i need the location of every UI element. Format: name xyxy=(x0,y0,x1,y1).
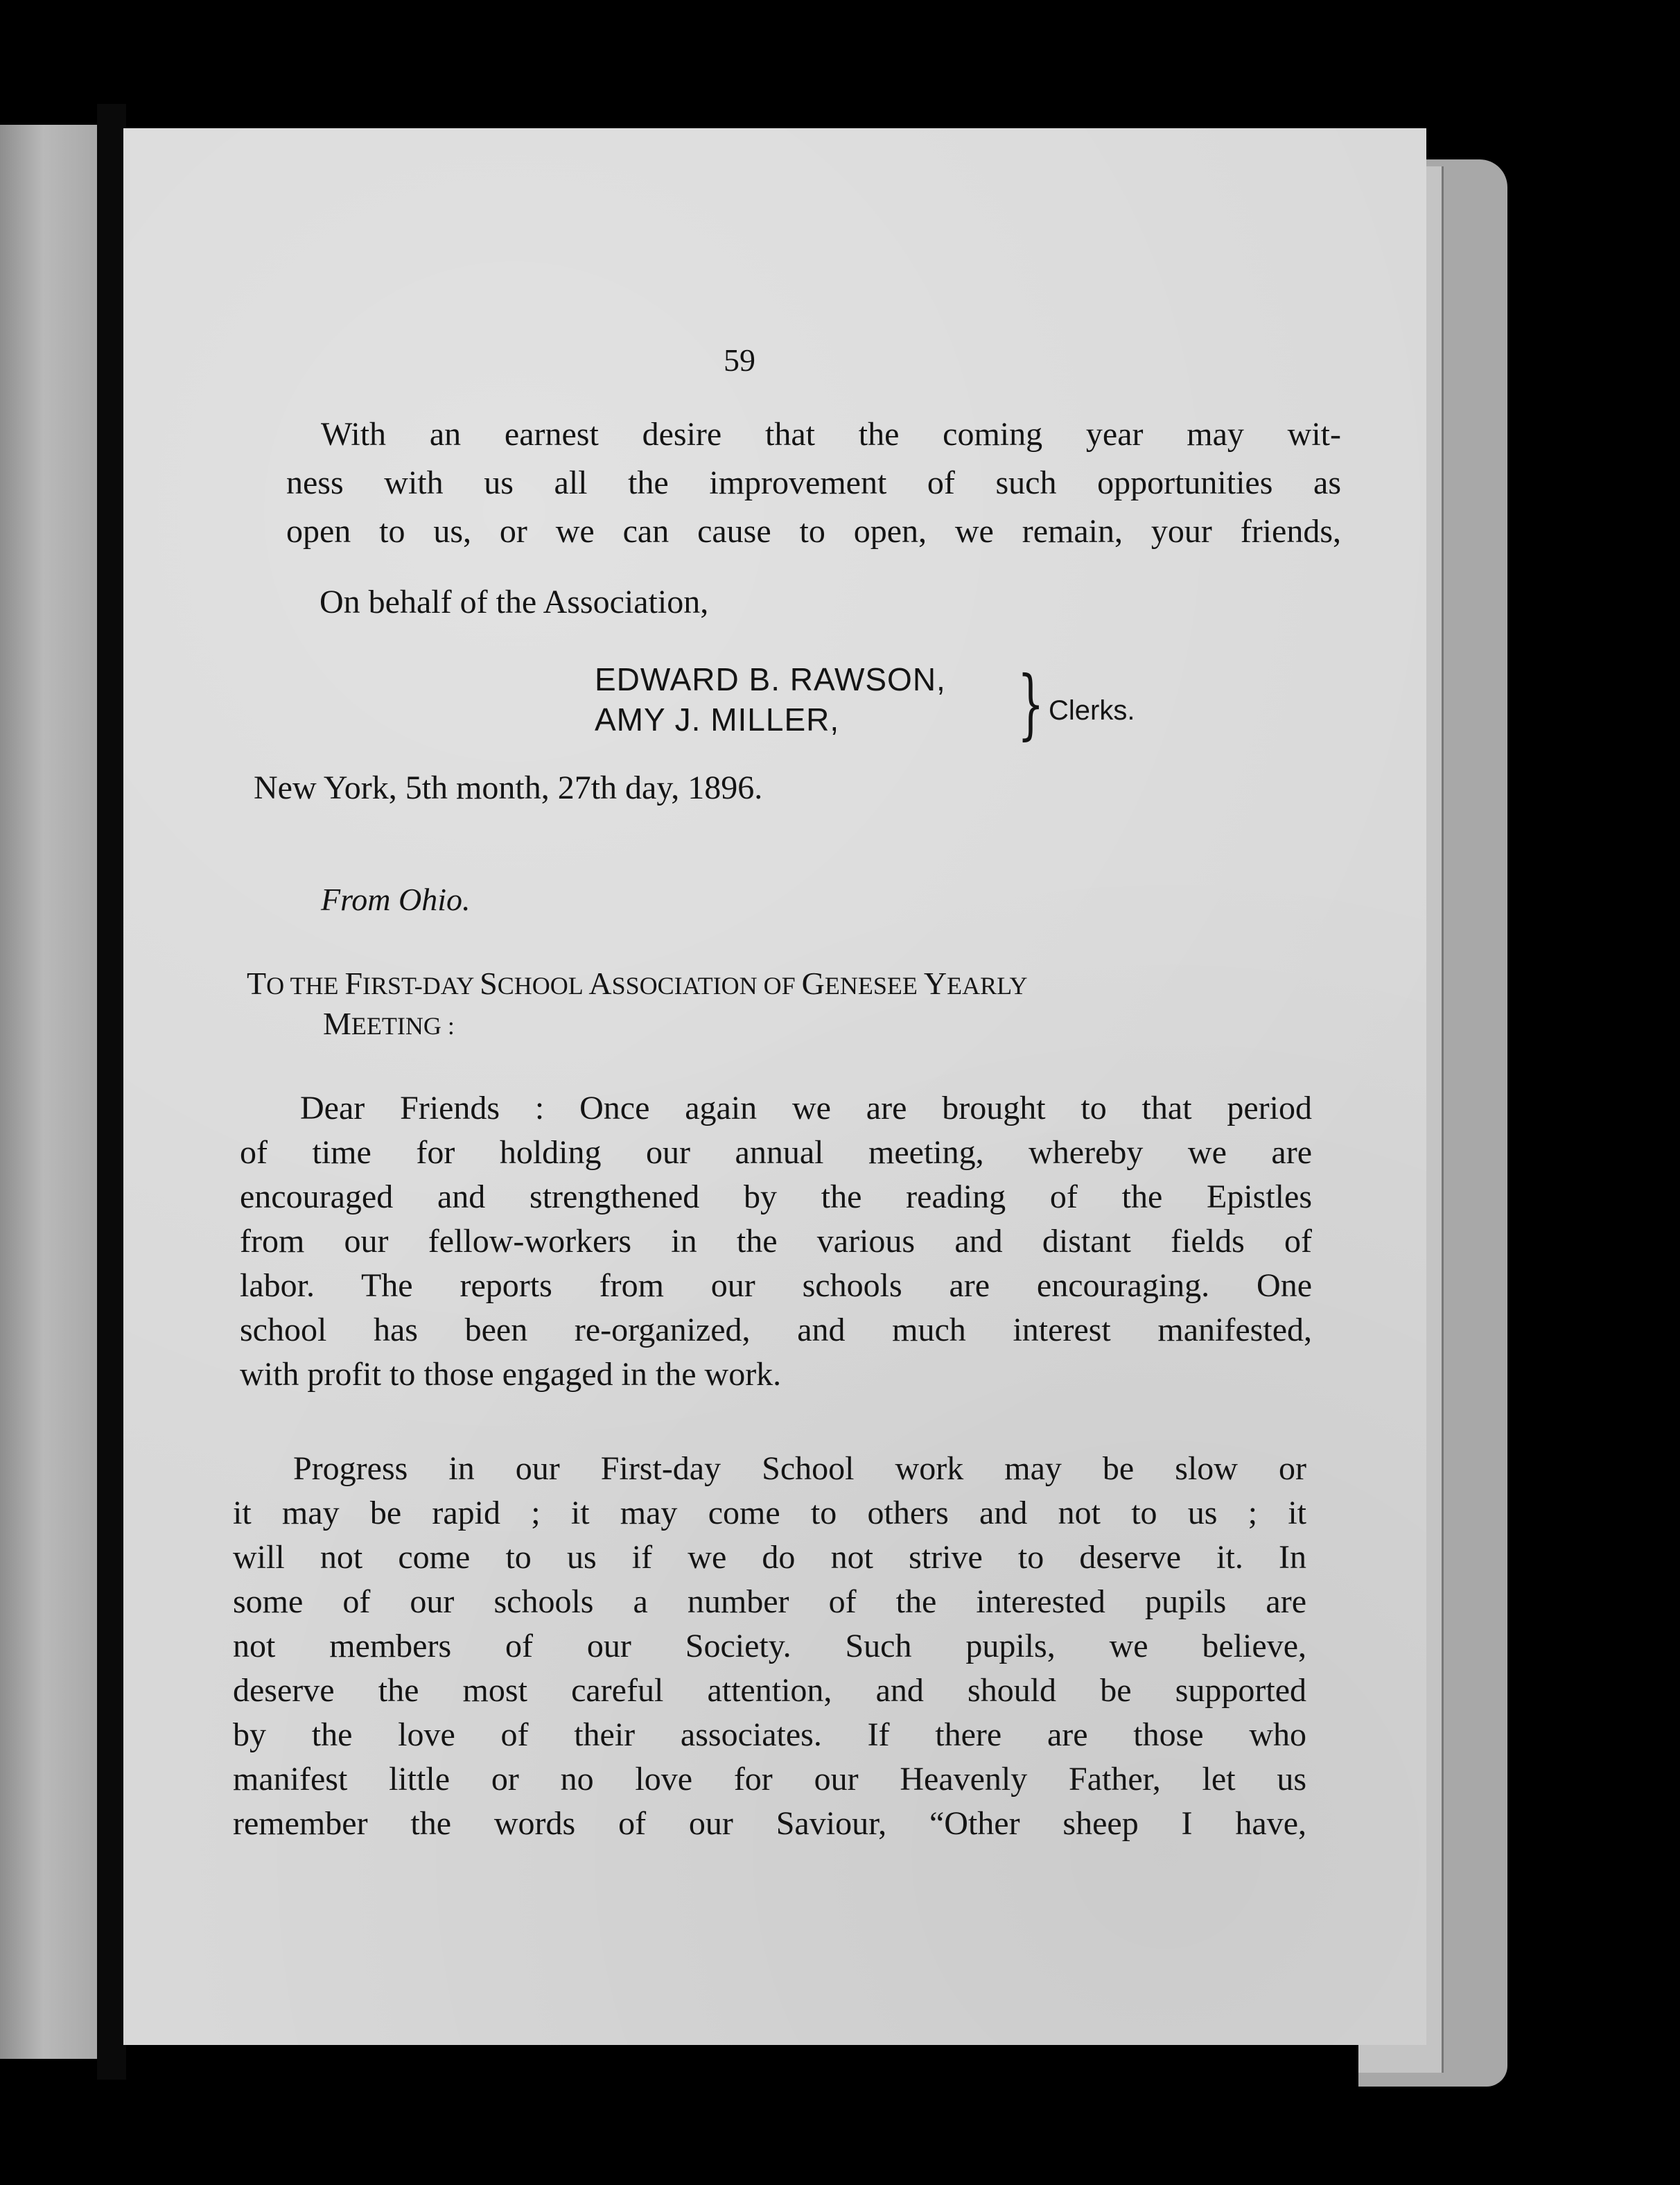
text-line: With an earnest desire that the coming year may wit- xyxy=(321,416,1341,453)
text-line: will not come to us if we do not strive to deserve it. In xyxy=(233,1539,1306,1576)
text-line: deserve the most careful attention, and should be supported xyxy=(233,1672,1306,1709)
text-line: some of our schools a number of the interested pupils are xyxy=(233,1583,1306,1620)
text-line: by the love of their associates. If there are those who xyxy=(233,1716,1306,1753)
text-line: ness with us all the improvement of such opportunities as xyxy=(286,464,1341,501)
text-line: of time for holding our annual meeting, whereby we are xyxy=(240,1134,1312,1171)
text-line: Dear Friends : Once again we are brought to that period xyxy=(300,1090,1312,1126)
text-line: with profit to those engaged in the work. xyxy=(240,1356,782,1393)
signatory-name: AMY J. MILLER, xyxy=(595,702,840,738)
dateline: New York, 5th month, 27th day, 1896. xyxy=(254,769,763,806)
address-line: MEETING : xyxy=(323,1006,455,1041)
book-gutter xyxy=(97,104,126,2080)
signatory-name: EDWARD B. RAWSON, xyxy=(595,661,946,697)
address-line: TO THE FIRST-DAY SCHOOL ASSOCIATION OF GENESEE YEARLY xyxy=(247,966,1028,1001)
text-line: Progress in our First-day School work may be slow or xyxy=(293,1450,1306,1487)
clerks-label: Clerks. xyxy=(1049,695,1135,726)
section-heading: From Ohio. xyxy=(321,882,471,917)
book-page xyxy=(123,128,1426,2045)
text-line: encouraged and strengthened by the reading of the Epistles xyxy=(240,1178,1312,1215)
text-line: manifest little or no love for our Heavenly Father, let us xyxy=(233,1761,1306,1797)
page-number: 59 xyxy=(724,342,755,378)
text-line: it may be rapid ; it may come to others and not to us ; it xyxy=(233,1495,1306,1531)
text-line: school has been re-organized, and much interest manifested, xyxy=(240,1312,1312,1348)
text-line: open to us, or we can cause to open, we remain, your friends, xyxy=(286,513,1341,550)
text-line: remember the words of our Saviour, “Other sheep I have, xyxy=(233,1805,1306,1842)
text-line: from our fellow-workers in the various and distant fields of xyxy=(240,1223,1312,1260)
signatory-brace: } xyxy=(1017,659,1044,748)
on-behalf-line: On behalf of the Association, xyxy=(320,584,709,620)
text-line: labor. The reports from our schools are encouraging. One xyxy=(240,1267,1312,1304)
left-page-edge xyxy=(0,125,97,2059)
text-line: not members of our Society. Such pupils, we believe, xyxy=(233,1628,1306,1664)
